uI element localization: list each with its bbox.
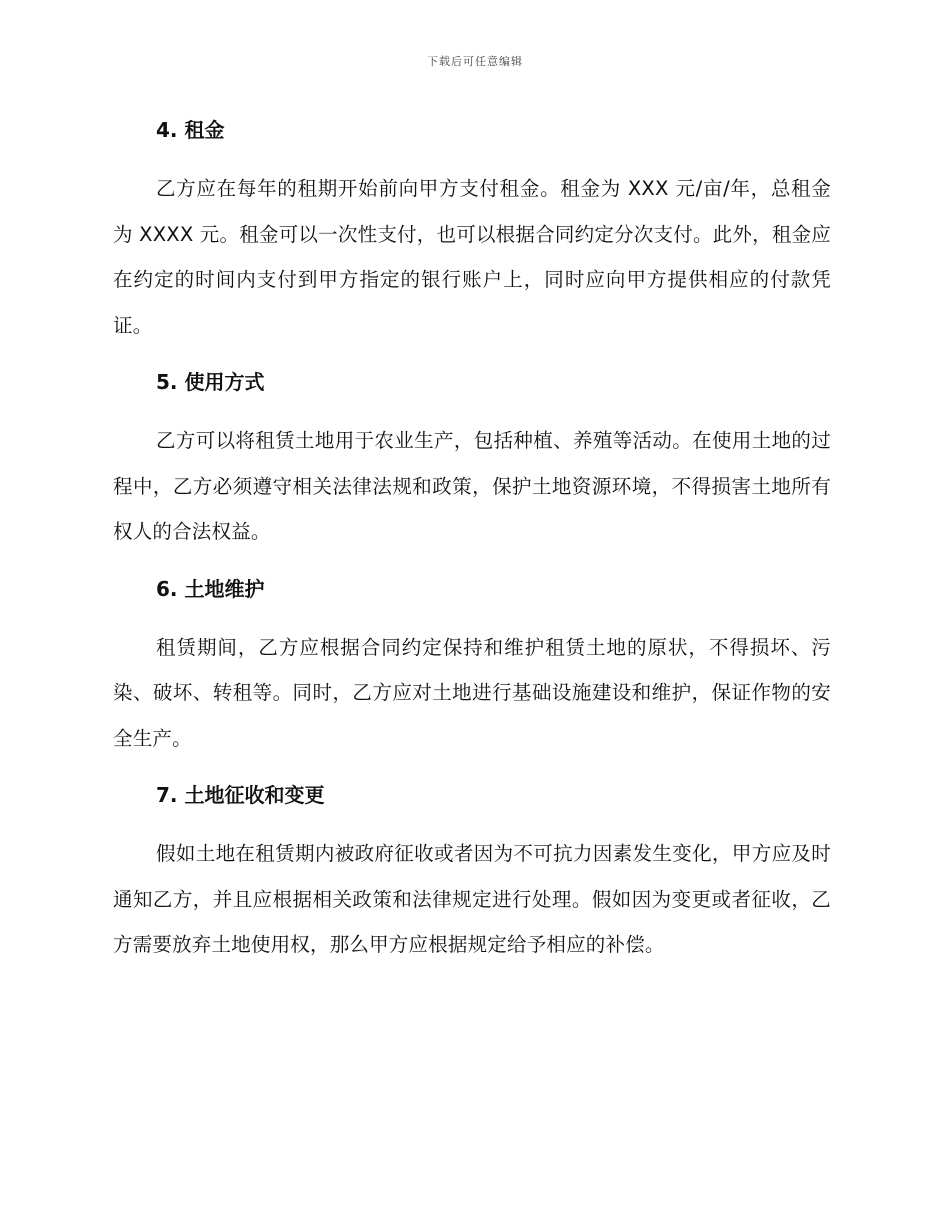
section-usage [113, 362, 831, 569]
page-header: 下载后可任意编辑 [427, 55, 523, 68]
section-heading: 7. 土地征收和变更 [156, 783, 325, 807]
document-body [113, 110, 831, 968]
section-paragraph: 租赁期间，乙方应根据合同约定保持和维护租赁土地的原状，不得损坏、污染、破坏、转租等。同时，乙方应对土地进行基础设施建设和维护，保证作物的安全生产。 [113, 635, 831, 750]
section-heading: 6. 土地维护 [156, 576, 265, 601]
section-paragraph: 乙方可以将租赁土地用于农业生产，包括种植、养殖等活动。在使用土地的过程中，乙方必须遵守相关法律法规和政策，保护土地资源环境，不得损害土地所有权人的合法权益。 [113, 429, 831, 543]
section-paragraph: 假如土地在租赁期内被政府征收或者因为不可抗力因素发生变化，甲方应及时通知乙方，并且应根据相关政策和法律规定进行处理。假如因为变更或者征收，乙方需要放弃土地使用权，那么甲方应根据规定给予相应的补偿。 [113, 842, 831, 956]
section-paragraph: 乙方应在每年的租期开始前向甲方支付租金。租金为 XXX 元/亩/年，总租金为 XXXX 元。租金可以一次性支付，也可以根据合同约定分次支付。此外，租金应在约定的时间内支付到甲方指定的银行账户上，同时应向甲方提供相应的付款凭证。 [113, 177, 831, 337]
section-rent [113, 110, 831, 362]
section-heading: 4. 租金 [156, 118, 225, 142]
section-expropriation [113, 775, 831, 968]
section-heading: 5. 使用方式 [156, 370, 265, 394]
section-maintenance [113, 569, 831, 776]
